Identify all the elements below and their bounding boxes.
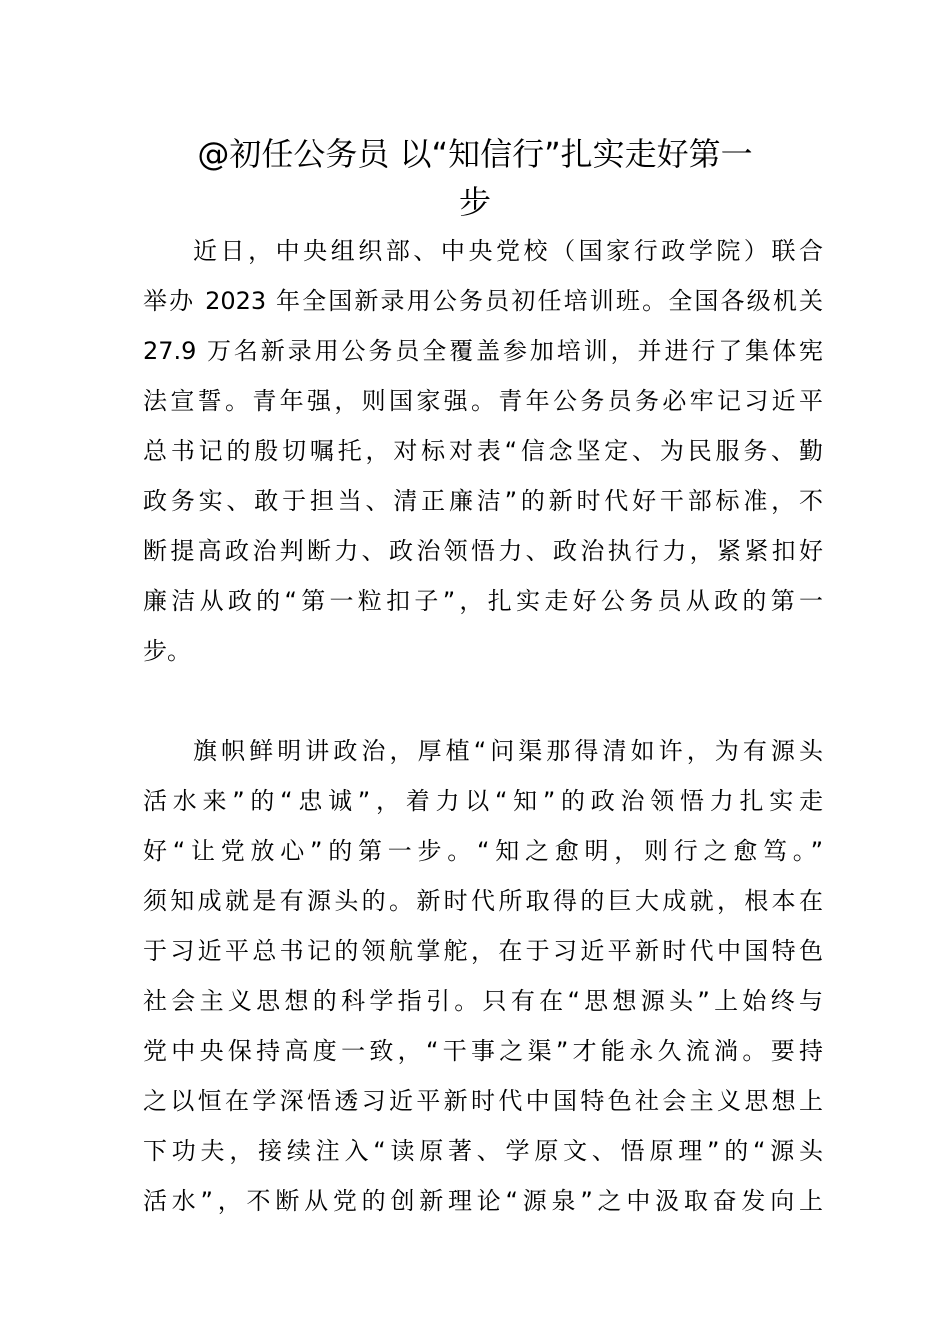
paragraph-2-line: 活水来”的“忠诚”，着力以“知”的政治领悟力扎实走 <box>143 787 823 815</box>
paragraph-1 <box>143 226 823 676</box>
paragraph-2-line: 于习近平总书记的领航掌舵，在于习近平新时代中国特色 <box>143 937 823 965</box>
paragraph-2-line: 须知成就是有源头的。新时代所取得的巨大成就，根本在 <box>143 887 823 915</box>
paragraph-2-line: 党中央保持高度一致，“干事之渠”才能永久流淌。要持 <box>143 1037 823 1065</box>
paragraph-1-line: 法宣誓。青年强，则国家强。青年公务员务必牢记习近平 <box>143 387 823 415</box>
document-title-line-2: 步 <box>458 183 491 221</box>
paragraph-1-line: 断提高政治判断力、政治领悟力、政治执行力，紧紧扣好 <box>143 537 823 565</box>
paragraph-2 <box>143 726 823 1226</box>
paragraph-1-line: 廉洁从政的“第一粒扣子”，扎实走好公务员从政的第一 <box>143 587 823 615</box>
paragraph-2-line: 社会主义思想的科学指引。只有在“思想源头”上始终与 <box>143 987 823 1015</box>
paragraph-2-line: 旗帜鲜明讲政治，厚植“问渠那得清如许，为有源头 <box>193 737 823 765</box>
paragraph-2-line: 下功夫，接续注入“读原著、学原文、悟原理”的“源头 <box>143 1137 823 1165</box>
paragraph-2-line: 活水”，不断从党的创新理论“源泉”之中汲取奋发向上 <box>143 1187 823 1215</box>
paragraph-2-line: 好“让党放心”的第一步。“知之愈明，则行之愈笃。” <box>143 837 823 865</box>
paragraph-1-line: 近日，中央组织部、中央党校（国家行政学院）联合 <box>193 237 823 265</box>
paragraph-2-line: 之以恒在学深悟透习近平新时代中国特色社会主义思想上 <box>143 1087 823 1115</box>
paragraph-1-line: 步。 <box>143 637 191 665</box>
paragraph-1-line: 27.9 万名新录用公务员全覆盖参加培训，并进行了集体宪 <box>143 337 823 365</box>
document-title-line-1: @初任公务员 以“知信行”扎实走好第一 <box>197 135 753 173</box>
paragraph-1-line: 举办 2023 年全国新录用公务员初任培训班。全国各级机关 <box>143 287 823 315</box>
paragraph-1-line: 总书记的殷切嘱托，对标对表“信念坚定、为民服务、勤 <box>143 437 823 465</box>
paragraph-1-line: 政务实、敢于担当、清正廉洁”的新时代好干部标准，不 <box>143 487 823 515</box>
